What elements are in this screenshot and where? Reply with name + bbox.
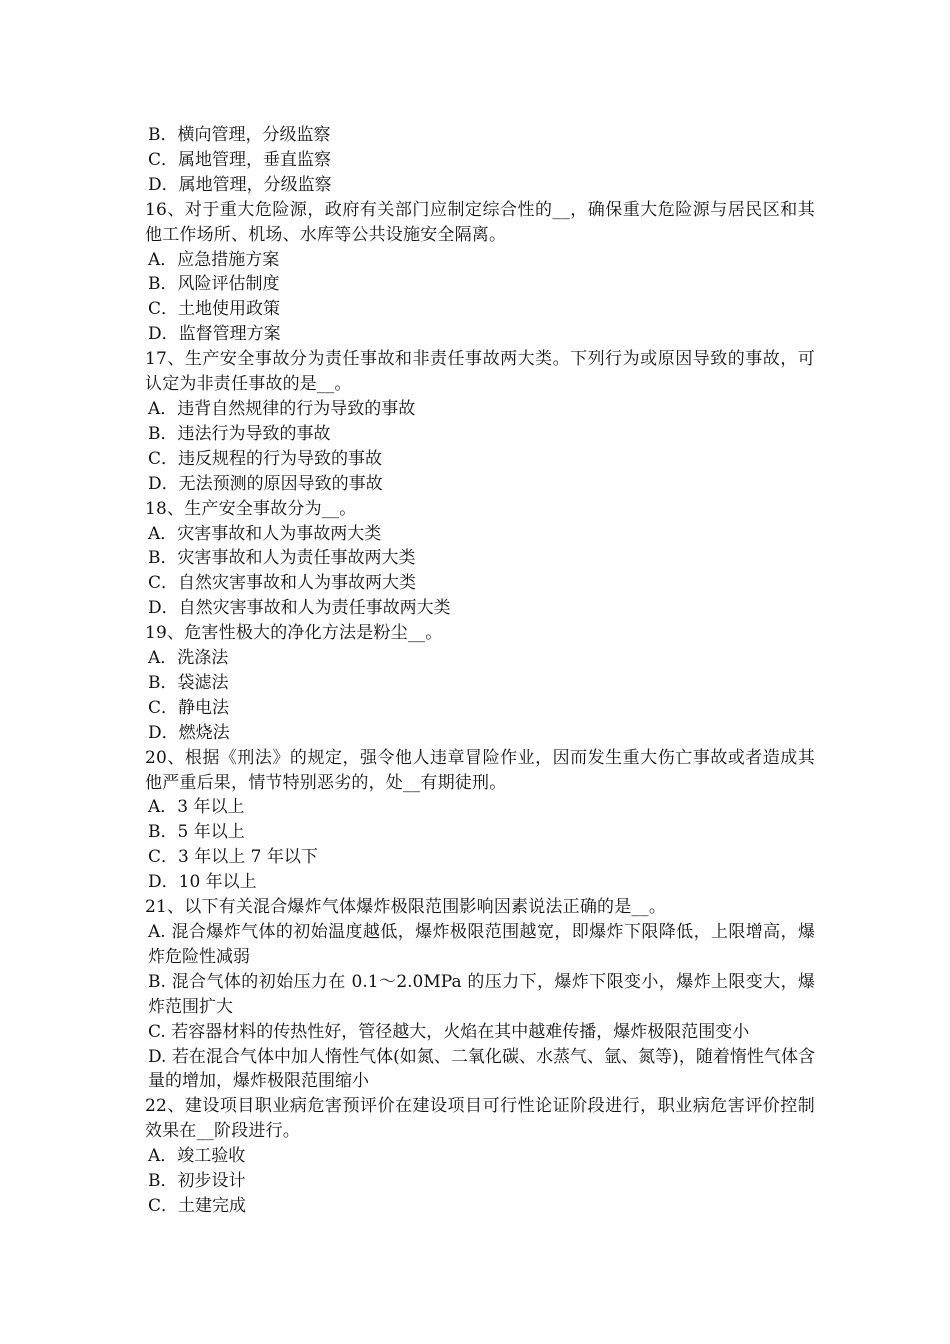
question-16: 16、对于重大危险源，政府有关部门应制定综合性的__，确保重大危险源与居民区和其他工作场所、机场、水库等公共设施安全隔离。 — [145, 199, 815, 245]
answer-option: A．3 年以上 — [148, 797, 245, 818]
answer-option: B．风险评估制度 — [148, 274, 280, 295]
answer-option: B．5 年以上 — [148, 822, 245, 843]
question-20: 20、根据《刑法》的规定，强令他人违章冒险作业，因而发生重大伤亡事故或者造成其他严重后果，情节特别恶劣的，处__有期徒刑。 — [145, 747, 815, 793]
answer-option: C．属地管理，垂直监察 — [148, 149, 332, 170]
answer-option: A．竣工验收 — [148, 1146, 246, 1167]
question-19: 19、危害性极大的净化方法是粉尘__。 — [145, 623, 443, 644]
exam-text-body — [145, 123, 815, 1219]
answer-option: C．土建完成 — [148, 1195, 247, 1216]
question-18: 18、生产安全事故分为__。 — [145, 498, 357, 519]
answer-option: A．灾害事故和人为事故两大类 — [148, 523, 382, 544]
question-21: 21、以下有关混合爆炸气体爆炸极限范围影响因素说法正确的是__。 — [145, 897, 667, 918]
answer-option: C. 若容器材料的传热性好，管径越大，火焰在其中越难传播，爆炸极限范围变小 — [148, 1021, 750, 1042]
answer-option: D．监督管理方案 — [148, 324, 281, 345]
answer-option: D．燃烧法 — [148, 722, 230, 743]
answer-option: D．自然灾害事故和人为责任事故两大类 — [148, 598, 451, 619]
answer-option: B．袋滤法 — [148, 672, 229, 693]
answer-option: B．横向管理，分级监察 — [148, 125, 331, 145]
answer-option: A．违背自然规律的行为导致的事故 — [148, 398, 416, 419]
answer-option: A．洗涤法 — [148, 648, 229, 669]
answer-option: B．违法行为导致的事故 — [148, 423, 331, 444]
answer-option: A．应急措施方案 — [148, 249, 280, 270]
answer-option: B. 混合气体的初始压力在 0.1～2.0MPa 的压力下，爆炸下限变小，爆炸上限变大，爆炸范围扩大 — [148, 971, 815, 1017]
answer-option: C．3 年以上 7 年以下 — [148, 847, 318, 868]
answer-option: C．土地使用政策 — [148, 299, 281, 320]
question-22: 22、建设项目职业病危害预评价在建设项目可行性论证阶段进行，职业病危害评价控制效果在__阶段进行。 — [145, 1096, 815, 1142]
answer-option: C．自然灾害事故和人为事故两大类 — [148, 573, 417, 594]
answer-option: A. 混合爆炸气体的初始温度越低，爆炸极限范围越宽，即爆炸下限降低，上限增高，爆炸危险性减弱 — [148, 922, 815, 967]
answer-option: D．属地管理，分级监察 — [148, 174, 332, 195]
answer-option: B．灾害事故和人为责任事故两大类 — [148, 548, 416, 569]
answer-option: D. 若在混合气体中加人惰性气体(如氮、二氧化碳、水蒸气、氩、氮等)，随着惰性气体含量的增加，爆炸极限范围缩小 — [148, 1046, 815, 1092]
question-17: 17、生产安全事故分为责任事故和非责任事故两大类。下列行为或原因导致的事故，可认定为非责任事故的是__。 — [145, 349, 815, 395]
answer-option: D．无法预测的原因导致的事故 — [148, 473, 383, 494]
answer-option: B．初步设计 — [148, 1171, 246, 1192]
answer-option: D．10 年以上 — [148, 872, 257, 893]
answer-option: C．违反规程的行为导致的事故 — [148, 448, 383, 469]
answer-option: C．静电法 — [148, 697, 230, 718]
